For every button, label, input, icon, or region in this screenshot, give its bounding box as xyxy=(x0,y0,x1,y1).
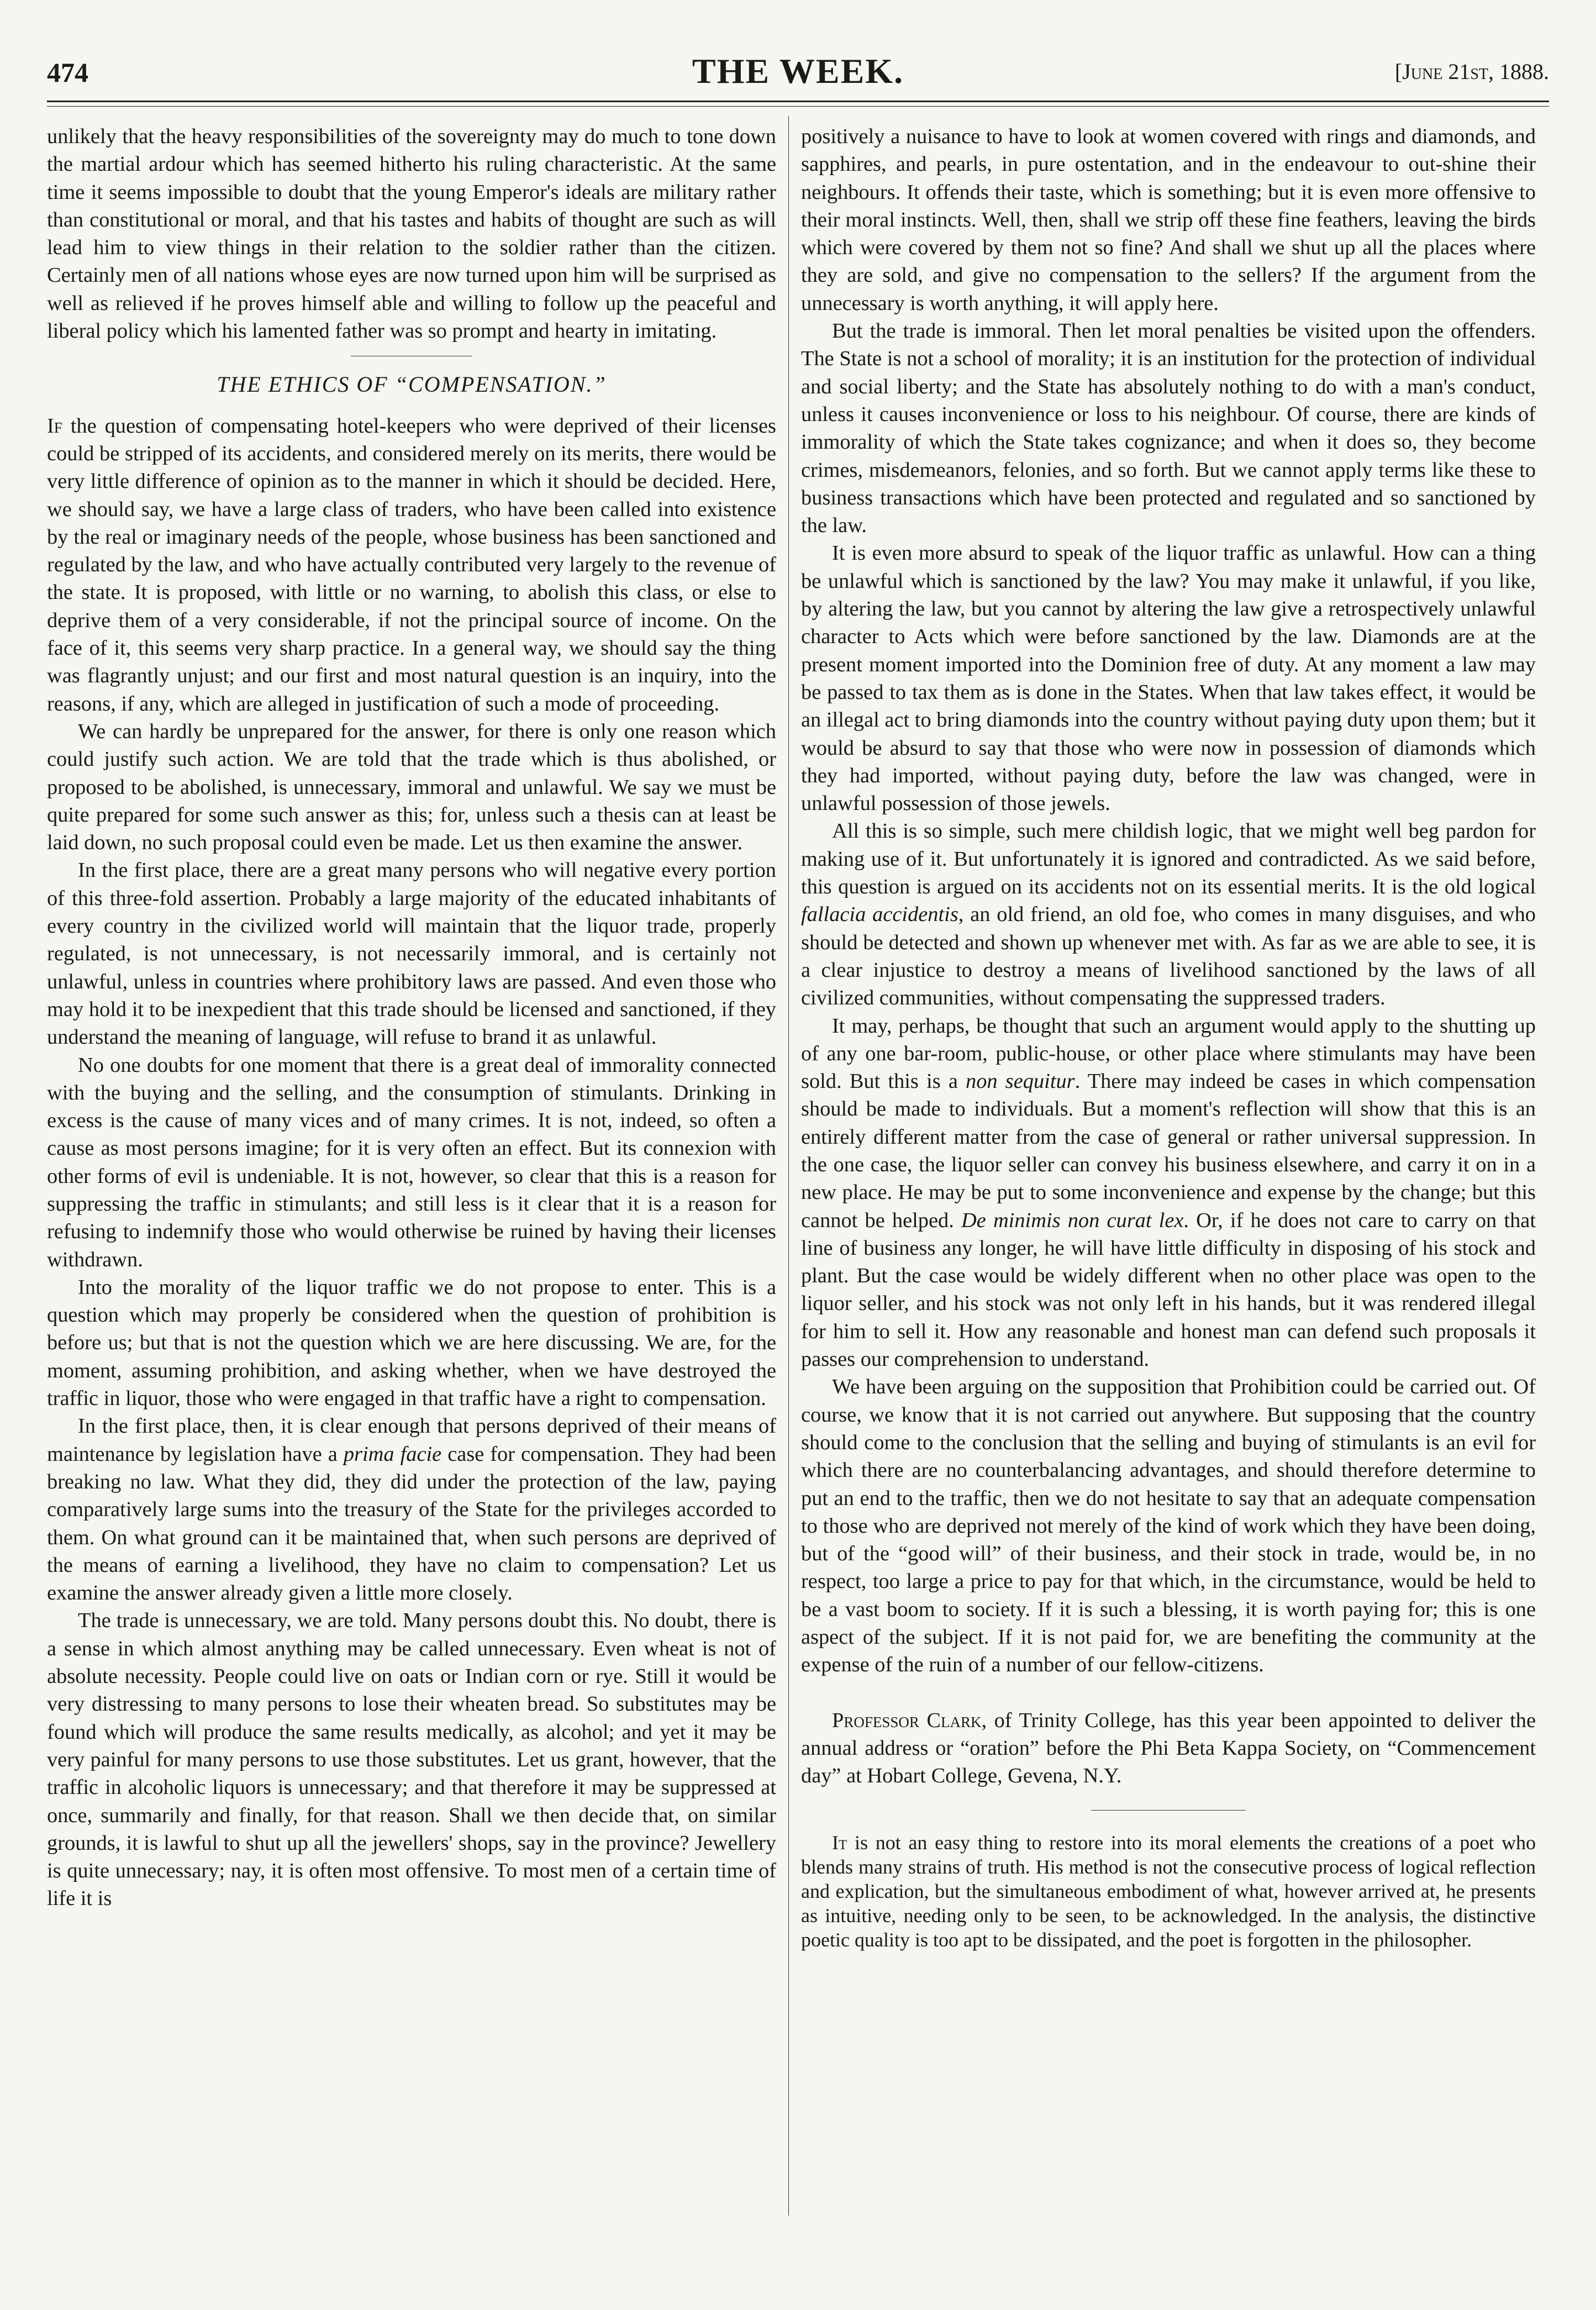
article-paragraph-8: But the trade is immoral. Then let moral penalties be visited upon the offenders. The State is not a school of morality; it is an institution for the protection of individual and social liberty; and the State has absolutely nothing to do with a man's conduct, unless it causes inconvenience or loss to his neighbour. Of course, there are kinds of immorality of which the State takes cognizance; and when it does so, they become crimes, misdemeanors, felonies, and so forth. But we cannot apply terms like these to business transactions which have been protected and regulated and so sanctioned by the law. xyxy=(801,319,1536,538)
paragraph-text: All this is so simple, such mere childish logic, that we might well beg pardon for making use of it. But unfortunately it is ignored and contradicted. As we said before, this question is argued on its accidents not on its essential merits. It is the old logical xyxy=(801,819,1536,899)
article-paragraph-11 xyxy=(801,1012,1536,1374)
article-paragraph-2: We can hardly be unprepared for the answer, for there is only one reason which could justify such action. We are told that the trade which is thus abolished, or proposed to be abolished, is unnecessary, immoral and unlawful. We say we must be quite prepared for some such answer as this; for, unless such a thesis can at least be laid down, no such proposal could even be made. Let us then examine the answer. xyxy=(47,719,776,855)
article-paragraph-7: The trade is unnecessary, we are told. Many persons doubt this. No doubt, there is a sense in which almost anything may be called unnecessary. Even wheat is not of absolute necessity. People could live on oats or Indian corn or rye. Still it would be very distressing to many persons to lose their wheaten bread. So substitutes may be found which will produce the same results medically, as alcohol; and yet it may be very painful for many persons to use those substitutes. Let us grant, however, that the traffic in alcoholic liquors is unnecessary; and that therefore it may be suppressed at once, summarily and finally, for that reason. Shall we then decide that, on similar grounds, it is lawful to shut up all the jewellers' shops, say in the province? Jewellery is quite unnecessary; nay, it is often most offensive. To most men of a certain time of life it is xyxy=(47,1609,776,1911)
article-paragraph-5: Into the morality of the liquor traffic we do not propose to enter. This is a question which may properly be considered when the question of prohibition is before us; but that is not the question which we are here discussing. We are, for the moment, assuming prohibition, and asking whether, when we have destroyed the traffic in liquor, those who were engaged in that traffic have a right to compensation. xyxy=(47,1275,776,1411)
article-paragraph-9: It is even more absurd to speak of the liquor traffic as unlawful. How can a thing be unlawful which is sanctioned by the law? You may make it unlawful, if you like, by altering the law, but you cannot by altering the law give a retrospectively unlawful character to Acts which were before sanctioned by the law. Diamonds are at the present moment imported into the Dominion free of duty. At any moment a law may be passed to tax them as is done in the States. When that law takes effect, it would be an illegal act to bring diamonds into the country without paying duty upon them; but it would be absurd to say that those who were now in possession of diamonds which they had imported, without paying duty, before the law was changed, were in unlawful possession of those jewels. xyxy=(801,541,1536,815)
note-professor-clark xyxy=(801,1707,1536,1790)
italic-phrase: prima facie xyxy=(343,1442,442,1466)
paragraph-text: , an old friend, an old foe, who comes in many disguises, and who should be detected and shown up whenever met with. As far as we are able to see, it is a clear injustice to destroy a means of livelihood sanctioned by the laws of all civilized communities, without compensating the suppressed traders. xyxy=(801,903,1536,1010)
page-header xyxy=(47,51,1549,101)
article-paragraph-6 xyxy=(47,1412,776,1607)
page-number: 474 xyxy=(47,57,88,88)
left-column xyxy=(47,123,776,1913)
article-paragraph-3: In the first place, there are a great many persons who will negative every portion of this three-fold assertion. Probably a large majority of the educated inhabitants of every country in the civilized world will maintain that the liquor trade, properly regulated, is not unnecessary, is not necessarily immoral, and is certainly not unlawful, unless in countries where prohibitory laws are passed. And even those who may hold it to be inexpedient that this trade should be licensed and sanctioned, if they understand the meaning of language, will refuse to brand it as unlawful. xyxy=(47,859,776,1049)
paragraph-text: . There may indeed be cases in which compensation should be made to individuals. But a moment's reflection will show that this is an entirely different matter from the case of general or rather universal suppression. In the one case, the liquor seller can convey his business elsewhere, and carry it on in a new place. He may be put to some inconvenience and expense by the change; but this cannot be helped. xyxy=(801,1070,1536,1232)
article-paragraph-10 xyxy=(801,817,1536,1012)
continued-paragraph: unlikely that the heavy responsibilities of the sovereignty may do much to tone down the martial ardour which has seemed hitherto his ruling characteristic. At the same time it seems impossible to doubt that the young Emperor's ideals are military rather than constitutional or moral, and that his tastes and habits of thought are such as will lead him to view things in their relation to the soldier rather than the citizen. Certainly men of all nations whose eyes are now turned upon him will be surprised as well as relieved if he proves himself able and willing to follow up the peaceful and liberal policy which his lamented father was so prompt and hearty in imitating. xyxy=(47,125,776,343)
paragraph-text: It may, perhaps, be thought that such an argument would apply to the shutting up of any one bar-room, public-house, or other place where stimulants may have been sold. But this is a xyxy=(801,1014,1536,1093)
paragraph-text: is not an easy thing to restore into its moral elements the creations of a poet who blends many strains of truth. His method is not the consecutive process of logical reflection and explication, but the simultaneous embodiment of what, however arrived at, he presents as intuitive, needing only to be seen, to be acknowledged. In the analysis, the distinctive poetic quality is too apt to be dissipated, and the poet is forgotten in the philosopher. xyxy=(801,1831,1536,1951)
right-column xyxy=(801,123,1536,1952)
article-paragraph-12: We have been arguing on the supposition that Prohibition could be carried out. Of course, we know that it is not carried out anywhere. But supposing that the country should come to the conclusion that the selling and buying of stimulants is an evil for which there are no counterbalancing advantages, and should therefore determine to put an end to the traffic, then we do not hesitate to say that an adequate compensation to those who are deprived not merely of the kind of work which they have been doing, but of the “good will” of their business, and their stock in trade, would be, in no respect, too large a price to pay for that which, in the circumstance, would be held to be a vast boom to society. If it is such a blessing, it is worth paying for; this is one aspect of the subject. If it is not paid for, we are benefiting the community at the expense of the ruin of a number of our fellow-citizens. xyxy=(801,1375,1536,1677)
article-paragraph-1 xyxy=(47,412,776,718)
italic-phrase: non sequitur xyxy=(966,1070,1075,1093)
paragraph-text: , of Trinity College, has this year been appointed to deliver the annual address or “oration” before the Phi Beta Kappa Society, on “Commencement day” at Hobart College, Gevena, N.Y. xyxy=(801,1708,1536,1788)
header-rule-thick xyxy=(47,101,1549,102)
paragraph-text: In the first place, then, it is clear enough that persons deprived of their means of maintenance by legislation have a xyxy=(47,1414,776,1466)
note-lead-name: Professor Clark xyxy=(832,1708,982,1732)
drop-lead-word: If xyxy=(47,414,62,438)
paragraph-text: case for compensation. They had been breaking no law. What they did, they did under the protection of the law, paying comparatively large sums into the treasury of the State for the privileges accorded to them. On what ground can it be maintained that, when such persons are deprived of the means of earning a livelihood, they have no claim to compensation? Let us examine the answer already given a little more closely. xyxy=(47,1442,776,1605)
header-rule-thin xyxy=(47,106,1549,107)
italic-phrase: fallacia accidentis xyxy=(801,903,958,927)
paragraph-text: . Or, if he does not care to carry on that line of business any longer, he will have little difficulty in disposing of his stock and plant. But the case would be widely different when no other place was open to the liquor seller, and his stock was not only left in his hands, but it was rendered illegal for him to sell it. How any reasonable and honest man can defend such proposals it passes our comprehension to understand. xyxy=(801,1208,1536,1371)
continued-paragraph: positively a nuisance to have to look at women covered with rings and diamonds, and sapphires, and pearls, in pure ostentation, and in the endeavour to out-shine their neighbours. It offends their taste, which is something; but it is even more offensive to their moral instincts. Well, then, shall we strip off these fine feathers, leaving the birds which were covered by them not so fine? And shall we shut up all the places where they are sold, and give no compensation to the sellers? If the argument from the unnecessary is worth anything, it will apply here. xyxy=(801,125,1536,315)
italic-phrase: De minimis non curat lex xyxy=(961,1208,1184,1232)
drop-lead-word: It xyxy=(832,1831,847,1854)
spacer xyxy=(801,1679,1536,1707)
masthead-title: THE WEEK. xyxy=(692,51,904,91)
column-divider xyxy=(788,116,789,2216)
article-title: THE ETHICS OF “COMPENSATION.” xyxy=(217,372,607,397)
section-separator xyxy=(1091,1810,1246,1811)
article-paragraph-4: No one doubts for one moment that there is a great deal of immorality connected with the buying and the selling, and the consumption of stimulants. Drinking in excess is the cause of many vices and of many crimes. It is not, indeed, so often a cause as most persons imagine; for it is very often an effect. But its connexion with other forms of evil is undeniable. It is not, however, so clear that this is a reason for suppressing the traffic in stimulants; and still less is it clear that it is a reason for refusing to indemnify those who would otherwise be ruined by having their licenses withdrawn. xyxy=(47,1053,776,1271)
paragraph-text: the question of compensating hotel-keepers who were deprived of their licenses could be stripped of its accidents, and considered merely on its merits, there would be very little difference of opinion as to the manner in which it should be decided. Here, we should say, we have a large class of traders, who have been called into existence by the real or imaginary needs of the people, whose business has been sanctioned and regulated by the law, and who have actually contributed very largely to the revenue of the state. It is proposed, with little or no warning, to abolish this class, or else to deprive them of a very considerable, if not the principal source of income. On the face of it, this seems very sharp practice. In a general way, we should say the thing was flagrantly unjust; and our first and most natural question is an inquiry, into the reasons, if any, which are alleged in justification of such a mode of proceeding. xyxy=(47,414,776,715)
issue-date: [June 21st, 1888. xyxy=(1394,59,1549,84)
note-poet xyxy=(801,1830,1536,1952)
